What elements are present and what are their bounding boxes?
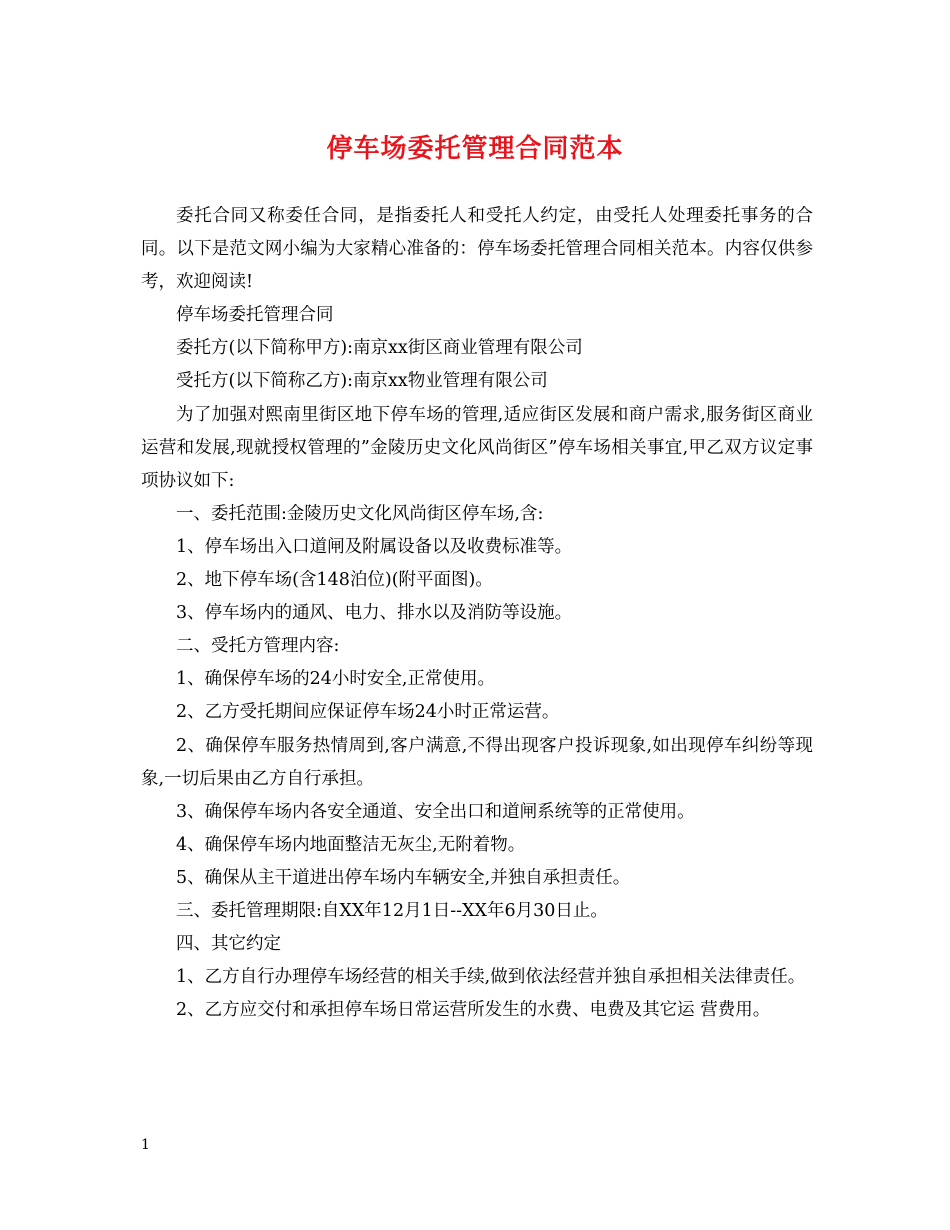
list-item: 2、乙方应交付和承担停车场日常运营所发生的水费、电费及其它运 营费用。 — [176, 1000, 771, 1021]
paragraph-party-b: 受托方(以下简称乙方):南京xx物业管理有限公司 — [176, 371, 548, 392]
list-item: 4、确保停车场内地面整洁无灰尘,无附着物。 — [176, 834, 526, 855]
section-heading-term: 三、委托管理期限:自XX年12月1日--XX年6月30日止。 — [176, 900, 608, 921]
paragraph-party-a: 委托方(以下简称甲方):南京xx街区商业管理有限公司 — [176, 338, 583, 359]
list-item: 2、乙方受托期间应保证停车场24小时正常运营。 — [176, 702, 560, 723]
list-item: 3、确保停车场内各安全通道、安全出口和道闸系统等的正常使用。 — [176, 801, 695, 822]
list-item: 2、地下停车场(含148泊位)(附平面图)。 — [176, 570, 493, 591]
paragraph-preamble: 为了加强对熙南里街区地下停车场的管理,适应街区发展和商户需求,服务街区商业运营和发展,现就授权管理的”金陵历史文化风尚街区”停车场相关事宜,甲乙双方议定事项协议如下: — [141, 404, 813, 491]
list-item: 1、乙方自行办理停车场经营的相关手续,做到依法经营并独自承担相关法律责任。 — [176, 967, 806, 988]
paragraph-intro: 委托合同又称委任合同，是指委托人和受托人约定，由受托人处理委托事务的合同。以下是范文网小编为大家精心准备的：停车场委托管理合同相关范本。内容仅供参考，欢迎阅读! — [141, 206, 813, 293]
paragraph-contract-name: 停车场委托管理合同 — [176, 305, 334, 326]
section-heading-other: 四、其它约定 — [176, 934, 281, 955]
section-heading-scope: 一、委托范围:金陵历史文化风尚街区停车场,含: — [176, 503, 544, 524]
list-item: 1、停车场出入口道闸及附属设备以及收费标准等。 — [176, 536, 573, 557]
list-item: 1、确保停车场的24小时安全,正常使用。 — [176, 669, 495, 690]
page-number: 1 — [141, 1137, 150, 1153]
list-item: 5、确保从主干道进出停车场内车辆安全,并独自承担责任。 — [176, 867, 631, 888]
document-title: 停车场委托管理合同范本 — [326, 134, 624, 164]
section-heading-management: 二、受托方管理内容: — [176, 636, 340, 657]
document-body — [141, 200, 813, 1027]
list-item: 2、确保停车服务热情周到,客户满意,不得出现客户投诉现象,如出现停车纠纷等现象,一切后果由乙方自行承担。 — [141, 735, 813, 789]
list-item: 3、停车场内的通风、电力、排水以及消防等设施。 — [176, 603, 573, 624]
